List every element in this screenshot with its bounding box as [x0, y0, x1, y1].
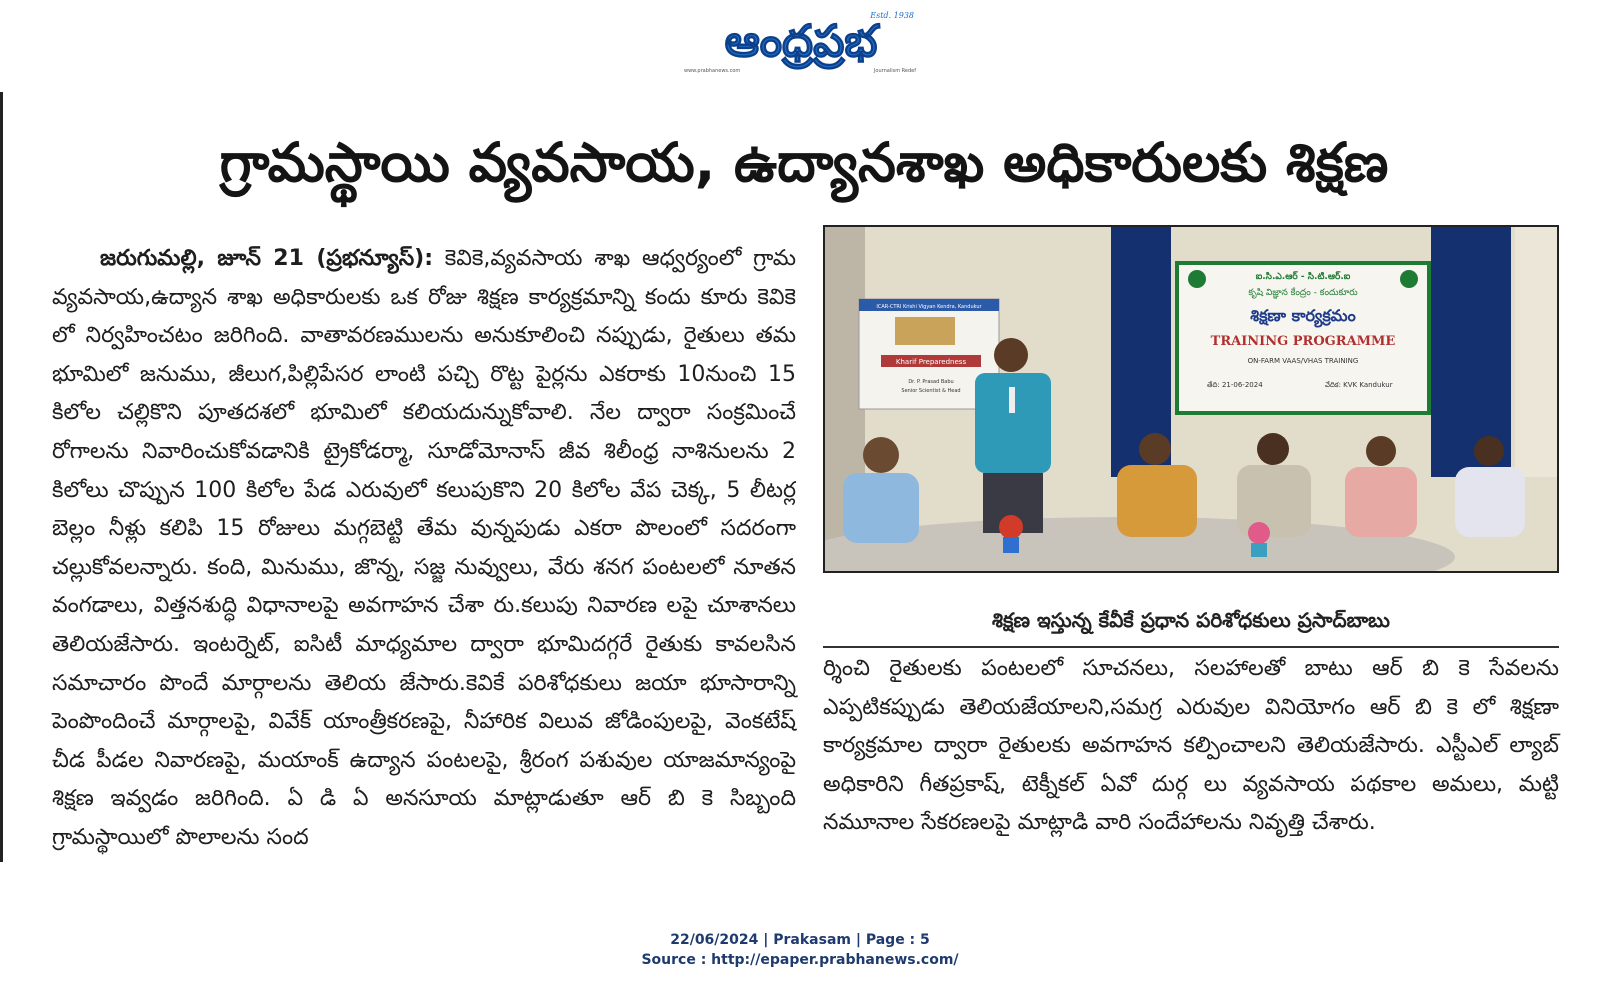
banner-text-4: TRAINING PROGRAMME — [1210, 334, 1396, 349]
photo-window — [1515, 227, 1557, 477]
banner-text-3: శిక్షణా కార్యక్రమం — [1250, 306, 1356, 325]
article-headline: గ్రామస్థాయి వ్యవసాయ, ఉద్యానశాఖ అధికారులకు శిక్షణ — [219, 131, 1389, 194]
logo-tagline: Journalism Redef — [873, 68, 916, 74]
slide-text-1: ICAR-CTRI Krishi Vigyan Kendra, Kandukur — [876, 304, 982, 310]
article-text-left: కెవికె,వ్యవసాయ శాఖ ఆధ్వర్యంలో గ్రామ వ్యవసాయ,ఉద్యాన శాఖ అధికారులకు ఒక రోజు శిక్షణ కార్యక్రమాన్ని కందు కూరు కెవికె లో నిర్వహించటం జరిగింది. వాతావరణములను అనుకూలించి నప్పుడు, రైతులు తమ భూమిలో జనుము, జీలుగ,పిల్లిపేసర లాంటి పచ్చి రొట్ట పైర్లను ఎకరాకు 10నుంచి 15 కిలోల చల్లికొని పూతదశలో భూమిలో కలియదున్నుకోవాలి. నేల ద్వారా సంక్రమించే రోగాలను నివారించుకోవడానికి ట్రైకోడర్మా, సూడోమోనాస్ జీవ శిలీంధ్ర నాశినులను 2 కిలోలు చొప్పున 100 కిలోల పేడ ఎరువులో కలుపుకొని 20 కిలోల వేప చెక్క, 5 లీటర్ల బెల్లం నీళ్లు కలిపి 15 రోజులు మగ్గబెట్టి తేమ వున్నపుడు ఎకరా పొలంలో సదరంగా చల్లుకోవలన్నారు. కంది, మినుము, జొన్న, సజ్జ నువ్వులు, వేరు శనగ పంటలలో నూతన వంగడాలు, విత్తనశుద్ధి విధానాలపై అవగాహన చేశా రు.కలుపు నివారణ లపై చూశానలు తెలియజేసారు. ఇంటర్నెట్, ఐసిటీ మాధ్యమాల ద్వారా భూమిదగ్గరే రైతుకు కావలసిన సమాచారం పొందే మార్గాలను తెలియ జేసారు.కెవికే పరిశోధకులు జయా భూసారాన్ని పెంపొందించే మార్గాలపై, వివేక్ యాంత్రీకరణపై, నీహారిక విలువ జోడింపులపై, వెంకటేష్ చీడ పీడల నివారణపై, మయాంక్ ఉద్యాన పంటలపై, శ్రీరంగ పశువుల యాజమాన్యంపై శిక్షణ ఇవ్వడం జరిగింది. ఏ డి ఏ అనసూయ మాట్లాడుతూ ఆర్ బి కె సిబ్బంది గ్రామస్థాయిలో పొలాలను సంద — [52, 246, 796, 850]
photo-curtain-right — [1431, 227, 1511, 477]
speaker-head — [994, 338, 1028, 372]
footer-source-line: Source : http://epaper.prabhanews.com/ — [641, 952, 959, 968]
footer-date-line: 22/06/2024 | Prakasam | Page : 5 — [670, 932, 930, 948]
logo-website: www.prabhanews.com — [684, 68, 741, 74]
banner-date: తేది: 21-06-2024 — [1207, 381, 1263, 389]
person-woman-saree — [1117, 465, 1197, 537]
person-right-head — [1474, 436, 1504, 466]
page-left-rule — [0, 92, 3, 862]
training-photo-illustration — [825, 227, 1557, 571]
page-footer — [0, 930, 1600, 970]
article-text-right: ర్శించి రైతులకు పంటలలో సూచనలు, సలహాలతో బాటు ఆర్ బి కె సేవలను ఎప్పటికప్పుడు తెలియజేయాలని,సమగ్ర ఎరువుల వినియోగం ఆర్ బి కె లో శిక్షణా కార్యక్రమాల ద్వారా రైతులకు అవగాహన కల్పించాలని తెలియజేసారు. ఎస్టీఎల్ ల్యాబ్ అధికారిని గీతప్రకాష్, టెక్నీకల్ ఏవో దుర్గ లు వ్యవసాయ పథకాల అమలు, మట్టి నమూనాల సేకరణలపై మాట్లాడి వారి సందేహాలను నివృత్తి చేశారు. — [823, 656, 1559, 836]
banner-text-2: కృషి విజ్ఞాన కేంద్రం - కందుకూరు — [1248, 288, 1358, 298]
article-body-right — [823, 650, 1559, 843]
banner-text-5: ON-FARM VAAS/VHAS TRAINING — [1247, 357, 1359, 365]
article-body-left — [52, 240, 796, 858]
slide-text-3: Dr. P. Prasad Babu — [908, 379, 954, 385]
person-man-shirt — [1237, 465, 1311, 537]
slide-building-image — [895, 317, 955, 345]
person-woman-head — [1139, 433, 1171, 465]
article-paragraph-left — [52, 240, 796, 858]
logo-established: Estd. 1938 — [870, 11, 914, 20]
person-seated-left-head — [863, 437, 899, 473]
andhra-prabha-logo — [676, 8, 926, 78]
microphone-icon — [1009, 387, 1015, 413]
slide-text-4: Senior Scientist & Head — [901, 388, 961, 394]
flower-pot-right-icon — [1248, 522, 1270, 544]
banner-venue: వేదిక: KVK Kandukur — [1325, 381, 1393, 389]
logo-wordmark: ఆంధ్రప్రభ — [724, 16, 878, 67]
person-seated-left-body — [843, 473, 919, 543]
person-right-shirt — [1455, 467, 1525, 537]
flower-pot-left-base — [1003, 537, 1019, 553]
caption-divider — [823, 646, 1559, 648]
banner-logo-left-icon — [1188, 270, 1206, 288]
flower-pot-left-icon — [999, 515, 1023, 539]
article-photo — [823, 225, 1559, 573]
banner-text-1: ఐ.సి.ఎ.ఆర్ - సి.టి.ఆర్.ఐ — [1255, 272, 1351, 282]
banner-logo-right-icon — [1400, 270, 1418, 288]
person-man-head — [1257, 433, 1289, 465]
photo-caption: శిక్షణ ఇస్తున్న కేవీకే ప్రధాన పరిశోధకులు ప్రసాద్‌బాబు — [992, 608, 1390, 632]
masthead-logo — [676, 8, 926, 78]
article-dateline: జరుగుమల్లి, జూన్ 21 (ప్రభన్యూస్): — [100, 246, 434, 271]
person-woman2-head — [1366, 436, 1396, 466]
flower-pot-right-base — [1251, 543, 1267, 557]
slide-text-2: Kharif Preparedness — [895, 358, 967, 366]
person-woman2-dress — [1345, 467, 1417, 537]
